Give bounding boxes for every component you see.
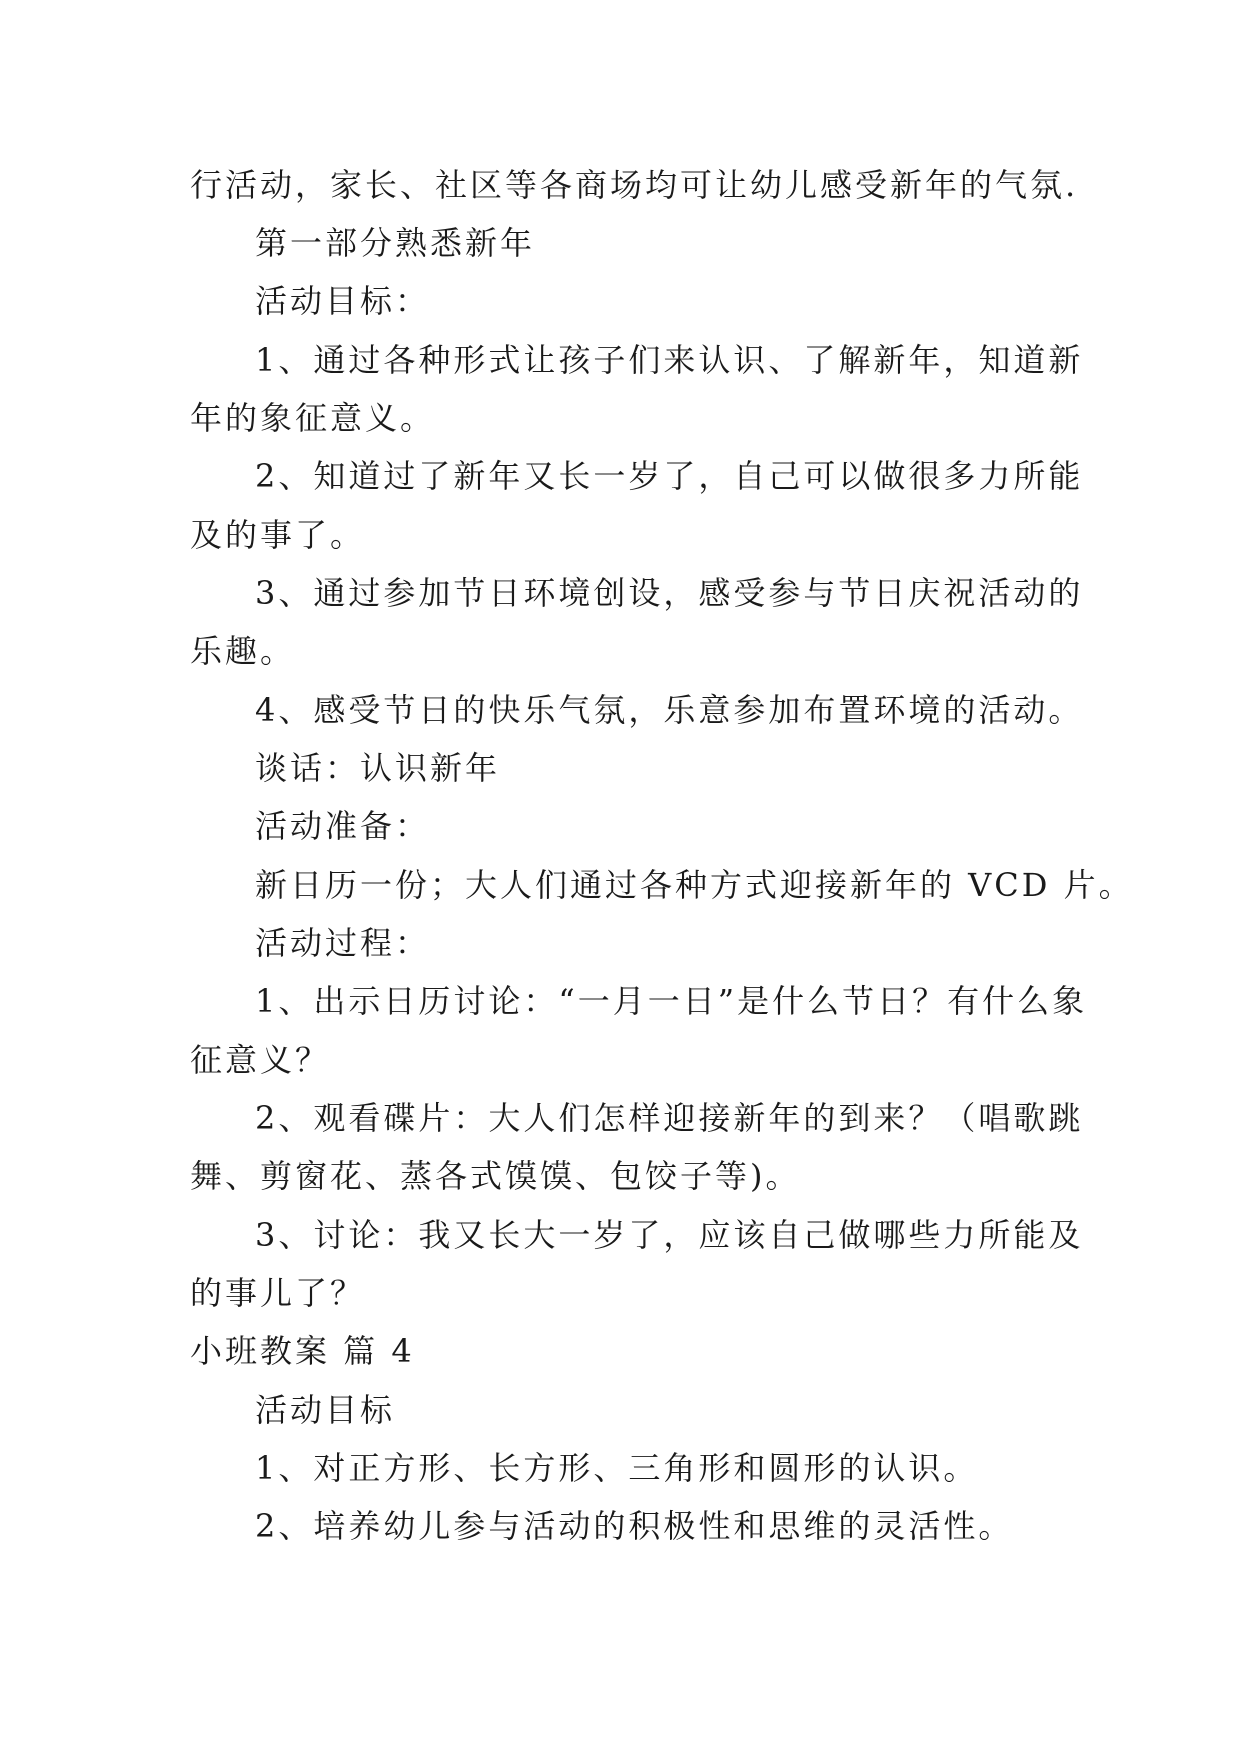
text-line: 4、感受节日的快乐气氛，乐意参加布置环境的活动。 bbox=[255, 691, 1084, 729]
text-line: 1、出示日历讨论：“一月一日”是什么节日？有什么象 bbox=[255, 982, 1088, 1020]
text-line: 2、培养幼儿参与活动的积极性和思维的灵活性。 bbox=[255, 1507, 1014, 1545]
text-line: 活动过程： bbox=[255, 924, 431, 962]
text-line: 1、对正方形、长方形、三角形和圆形的认识。 bbox=[255, 1449, 979, 1487]
text-line: 谈话：认识新年 bbox=[255, 749, 501, 787]
text-line: 2、观看碟片：大人们怎样迎接新年的到来？（唱歌跳 bbox=[255, 1099, 1084, 1137]
text-line: 年的象征意义。 bbox=[190, 399, 436, 437]
section-title: 小班教案 篇 4 bbox=[190, 1332, 415, 1370]
section-heading: 活动目标 bbox=[255, 1391, 396, 1429]
section-heading: 第一部分熟悉新年 bbox=[255, 224, 536, 262]
text-line: 活动准备： bbox=[255, 807, 431, 845]
text-line: 活动目标： bbox=[255, 282, 431, 320]
text-line: 的事儿了？ bbox=[190, 1274, 366, 1312]
text-line: 3、讨论：我又长大一岁了，应该自己做哪些力所能及 bbox=[255, 1216, 1084, 1254]
text-line: 行活动，家长、社区等各商场均可让幼儿感受新年的气氛. bbox=[190, 166, 1079, 204]
text-line: 及的事了。 bbox=[190, 516, 366, 554]
text-line: 新日历一份；大人们通过各种方式迎接新年的 VCD 片。 bbox=[255, 866, 1134, 904]
text-line: 乐趣。 bbox=[190, 632, 296, 670]
text-line: 2、知道过了新年又长一岁了，自己可以做很多力所能 bbox=[255, 457, 1084, 495]
text-line: 舞、剪窗花、蒸各式馍馍、包饺子等)。 bbox=[190, 1157, 801, 1195]
text-line: 征意义？ bbox=[190, 1041, 331, 1079]
text-line: 3、通过参加节日环境创设，感受参与节日庆祝活动的 bbox=[255, 574, 1084, 612]
text-line: 1、通过各种形式让孩子们来认识、了解新年，知道新 bbox=[255, 341, 1084, 379]
